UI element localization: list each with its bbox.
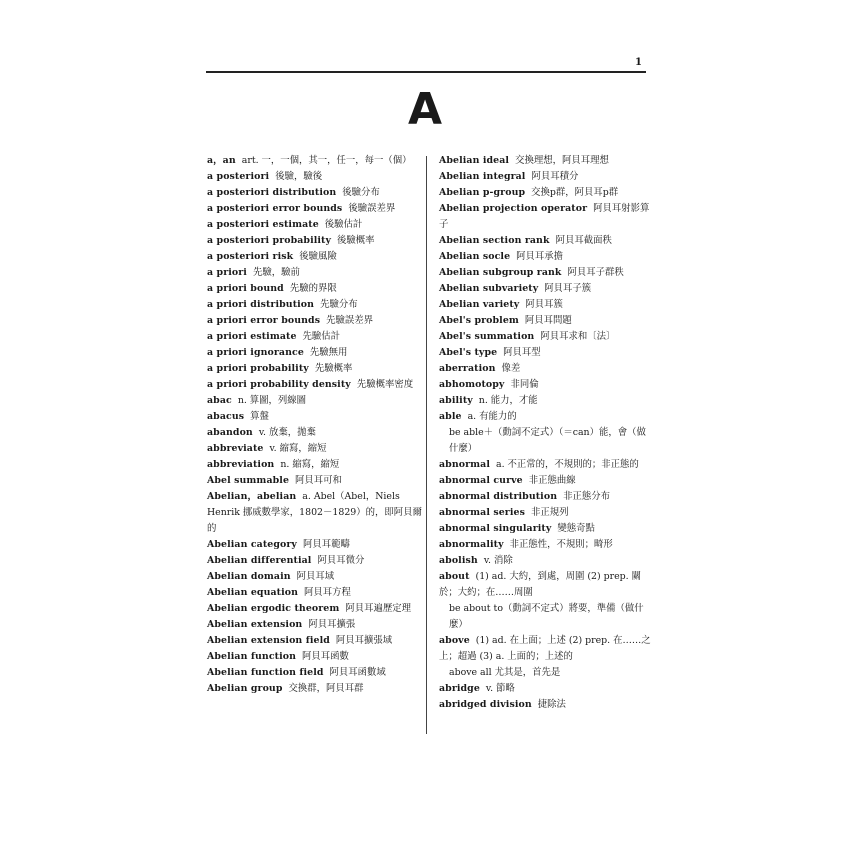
entry-headword: aberration xyxy=(439,363,496,374)
entry-headword: Abelian extension xyxy=(207,619,303,630)
entry-headword: a priori xyxy=(207,267,247,278)
entry-headword: a priori probability xyxy=(207,363,309,374)
entry-definition: 後驗，驗後 xyxy=(275,171,323,182)
entry-headword: abnormal xyxy=(439,459,490,470)
entry-definition: 阿貝耳函數域 xyxy=(329,667,386,678)
entry-definition: 先驗概率密度 xyxy=(356,379,414,390)
entry-definition: above all 尤其是，首先是 xyxy=(449,667,561,678)
entry-headword: a priori probability density xyxy=(207,379,351,390)
dictionary-entry xyxy=(207,169,422,185)
dictionary-entry xyxy=(439,681,654,697)
dictionary-entry xyxy=(439,329,654,345)
entry-headword: a，an xyxy=(207,155,236,166)
entry-definition: 阿貝耳遍歷定理 xyxy=(345,603,412,614)
entry-definition: v. 放棄，拋棄 xyxy=(258,427,316,438)
entry-headword: Abelian ergodic theorem xyxy=(207,603,340,614)
entry-headword: abandon xyxy=(207,427,253,438)
entry-headword: a posteriori estimate xyxy=(207,219,319,230)
entry-headword: abbreviate xyxy=(207,443,264,454)
dictionary-entry xyxy=(207,153,422,169)
entry-headword: Abel summable xyxy=(207,475,290,486)
entry-definition: 阿貝耳域 xyxy=(296,571,335,582)
entry-headword: abnormality xyxy=(439,539,504,550)
entry-headword: Abelian extension field xyxy=(207,635,330,646)
dictionary-entry xyxy=(207,601,422,617)
dictionary-entry xyxy=(439,569,654,601)
dictionary-entry xyxy=(207,313,422,329)
entry-headword: abolish xyxy=(439,555,478,566)
dictionary-entry xyxy=(207,537,422,553)
entry-headword: Abelian subgroup rank xyxy=(439,267,562,278)
dictionary-entry xyxy=(207,665,422,681)
dictionary-entry xyxy=(207,409,422,425)
entry-definition: 捷除法 xyxy=(537,699,566,710)
dictionary-entry xyxy=(439,425,654,457)
entry-headword: abhomotopy xyxy=(439,379,505,390)
entry-definition: 先驗無用 xyxy=(309,347,348,358)
dictionary-entry xyxy=(207,217,422,233)
entry-definition: 阿貝耳問題 xyxy=(524,315,572,326)
dictionary-entry xyxy=(439,697,654,713)
entry-definition: 非正態曲線 xyxy=(528,475,576,486)
dictionary-entry xyxy=(207,569,422,585)
entry-headword: abnormal singularity xyxy=(439,523,552,534)
entry-headword: a posteriori probability xyxy=(207,235,332,246)
page-number: 1 xyxy=(635,57,642,68)
entry-definition: v. 消除 xyxy=(483,555,513,566)
dictionary-entry xyxy=(439,521,654,537)
entry-headword: Abelian equation xyxy=(207,587,299,598)
entry-definition: 後驗估計 xyxy=(324,219,363,230)
entry-definition: 後驗概率 xyxy=(337,235,375,246)
entry-headword: Abelian section rank xyxy=(439,235,550,246)
dictionary-entry xyxy=(207,361,422,377)
entry-headword: Abelian function xyxy=(207,651,297,662)
entry-headword: above xyxy=(439,635,470,646)
dictionary-entry xyxy=(439,537,654,553)
entry-headword: a posteriori error bounds xyxy=(207,203,343,214)
entry-headword: about xyxy=(439,571,470,582)
entry-definition: 非同倫 xyxy=(510,379,539,390)
header-rule xyxy=(206,71,646,73)
dictionary-entry xyxy=(439,249,654,265)
entry-headword: abbreviation xyxy=(207,459,275,470)
entry-headword: Abelian subvariety xyxy=(439,283,539,294)
entry-headword: Abelian category xyxy=(207,539,297,550)
dictionary-entry xyxy=(439,393,654,409)
dictionary-entry xyxy=(207,185,422,201)
entry-definition: 阿貝耳方程 xyxy=(304,587,351,598)
entry-definition: be able＋（動詞不定式）（＝can）能，會（做什麼） xyxy=(449,427,646,454)
dictionary-entry xyxy=(439,409,654,425)
entry-definition: 阿貝耳範疇 xyxy=(302,539,350,550)
entry-headword: Abelian p-group xyxy=(439,187,526,198)
entry-headword: a posteriori xyxy=(207,171,270,182)
dictionary-entry xyxy=(207,249,422,265)
entry-definition: 交換群，阿貝耳群 xyxy=(288,683,364,694)
entry-definition: 阿貝耳承擔 xyxy=(516,251,564,262)
dictionary-entry xyxy=(207,473,422,489)
entry-definition: n. 縮寫，縮短 xyxy=(280,459,340,470)
entry-definition: 阿貝耳截面秩 xyxy=(555,235,612,246)
dictionary-entry xyxy=(439,233,654,249)
entry-definition: (1) ad. 大約，到處，周圍 (2) prep. 關於；大約；在……周圍 xyxy=(439,571,641,598)
dictionary-entry xyxy=(439,601,654,633)
entry-definition: 先驗估計 xyxy=(302,331,341,342)
dictionary-entry xyxy=(207,425,422,441)
entry-headword: Abelian integral xyxy=(439,171,526,182)
dictionary-entry xyxy=(207,377,422,393)
entry-definition: 阿貝耳函數 xyxy=(302,651,349,662)
entry-definition: 阿貝耳射影算子 xyxy=(439,203,650,230)
dictionary-entry xyxy=(439,297,654,313)
dictionary-entry xyxy=(439,185,654,201)
entry-headword: abnormal distribution xyxy=(439,491,558,502)
entry-definition: a. Abel（Abel，Niels Henrik 挪威數學家，1802－1829）的，即阿貝爾的 xyxy=(207,491,422,534)
entry-headword: a posteriori distribution xyxy=(207,187,337,198)
entry-definition: (1) ad. 在上面；上述 (2) prep. 在……之上；超過 (3) a. 上面的；上述的 xyxy=(439,635,651,662)
entry-headword: a priori bound xyxy=(207,283,284,294)
entry-definition: 阿貝耳可和 xyxy=(295,475,342,486)
entry-definition: 交換p群，阿貝耳p群 xyxy=(531,187,619,198)
dictionary-entry xyxy=(439,281,654,297)
entry-definition: 先驗誤差界 xyxy=(326,315,373,326)
dictionary-entry xyxy=(439,153,654,169)
dictionary-entry xyxy=(207,393,422,409)
dictionary-entry xyxy=(439,169,654,185)
dictionary-entry xyxy=(207,329,422,345)
dictionary-right-column xyxy=(439,153,654,713)
dictionary-entry xyxy=(439,457,654,473)
entry-headword: Abelian group xyxy=(207,683,283,694)
entry-headword: ability xyxy=(439,395,473,406)
dictionary-entry xyxy=(207,585,422,601)
dictionary-entry xyxy=(207,265,422,281)
entry-definition: 後驗風險 xyxy=(299,251,337,262)
entry-definition: 後驗誤差界 xyxy=(348,203,396,214)
entry-definition: 阿貝耳求和〔法〕 xyxy=(540,331,616,342)
entry-headword: a posteriori risk xyxy=(207,251,294,262)
entry-headword: Abelian ideal xyxy=(439,155,510,166)
entry-definition: 變態奇點 xyxy=(557,523,595,534)
dictionary-entry xyxy=(207,617,422,633)
entry-definition: a. 有能力的 xyxy=(467,411,517,422)
dictionary-entry xyxy=(439,505,654,521)
entry-headword: Abelian，abelian xyxy=(207,491,297,502)
dictionary-entry xyxy=(439,361,654,377)
entry-definition: 先驗，驗前 xyxy=(252,267,300,278)
entry-definition: 阿貝耳微分 xyxy=(317,555,365,566)
entry-definition: 交換理想，阿貝耳理想 xyxy=(515,155,609,166)
entry-headword: Abelian differential xyxy=(207,555,312,566)
dictionary-entry xyxy=(207,681,422,697)
dictionary-entry xyxy=(439,665,654,681)
entry-headword: Abel's type xyxy=(439,347,498,358)
entry-headword: a priori ignorance xyxy=(207,347,304,358)
dictionary-entry xyxy=(439,473,654,489)
entry-definition: 像差 xyxy=(501,363,521,374)
dictionary-entry xyxy=(207,489,422,537)
entry-headword: Abelian socle xyxy=(439,251,511,262)
entry-headword: abridge xyxy=(439,683,480,694)
dictionary-entry xyxy=(439,633,654,665)
dictionary-entry xyxy=(439,377,654,393)
dictionary-entry xyxy=(207,457,422,473)
entry-definition: be about to（動詞不定式）將要，準備（做什麼） xyxy=(449,603,644,630)
dictionary-entry xyxy=(439,201,654,233)
entry-definition: 非正規列 xyxy=(530,507,569,518)
entry-headword: abnormal curve xyxy=(439,475,523,486)
dictionary-entry xyxy=(207,633,422,649)
dictionary-entry xyxy=(207,553,422,569)
entry-definition: 非正態分布 xyxy=(563,491,611,502)
entry-definition: 阿貝耳簇 xyxy=(525,299,563,310)
dictionary-entry xyxy=(439,345,654,361)
entry-headword: Abelian function field xyxy=(207,667,324,678)
entry-definition: 阿貝耳子群秩 xyxy=(567,267,624,278)
dictionary-left-column xyxy=(207,153,422,697)
entry-headword: abacus xyxy=(207,411,245,422)
entry-headword: Abel's summation xyxy=(439,331,535,342)
entry-definition: 阿貝耳型 xyxy=(503,347,541,358)
entry-headword: abridged division xyxy=(439,699,532,710)
entry-definition: 先驗分布 xyxy=(320,299,358,310)
entry-definition: 算盤 xyxy=(250,411,269,422)
entry-definition: 阿貝耳子簇 xyxy=(544,283,592,294)
dictionary-entry xyxy=(207,281,422,297)
entry-definition: n. 算圖，列線圖 xyxy=(237,395,307,406)
entry-definition: 阿貝耳積分 xyxy=(531,171,579,182)
column-divider xyxy=(426,156,427,734)
entry-definition: 非正態性，不規則；畸形 xyxy=(509,539,613,550)
dictionary-entry xyxy=(207,201,422,217)
dictionary-entry xyxy=(439,313,654,329)
dictionary-entry xyxy=(439,553,654,569)
entry-headword: Abelian domain xyxy=(207,571,291,582)
entry-definition: 先驗概率 xyxy=(314,363,353,374)
entry-definition: a. 不正常的，不規則的；非正態的 xyxy=(496,459,639,470)
entry-headword: Abel's problem xyxy=(439,315,519,326)
entry-headword: able xyxy=(439,411,462,422)
section-letter: A xyxy=(407,84,443,135)
dictionary-entry xyxy=(439,489,654,505)
entry-definition: art. 一，一個，其一，任一，每一（個） xyxy=(241,155,412,166)
entry-definition: v. 縮寫，縮短 xyxy=(269,443,327,454)
entry-definition: v. 節略 xyxy=(485,683,515,694)
entry-definition: 阿貝耳擴張 xyxy=(308,619,356,630)
entry-definition: 先驗的界限 xyxy=(289,283,337,294)
entry-definition: 後驗分布 xyxy=(342,187,380,198)
entry-headword: a priori distribution xyxy=(207,299,315,310)
entry-headword: a priori estimate xyxy=(207,331,297,342)
dictionary-entry xyxy=(207,441,422,457)
dictionary-entry xyxy=(207,297,422,313)
dictionary-entry xyxy=(207,345,422,361)
entry-headword: a priori error bounds xyxy=(207,315,321,326)
entry-definition: 阿貝耳擴張域 xyxy=(335,635,393,646)
entry-headword: abnormal series xyxy=(439,507,525,518)
entry-definition: n. 能力，才能 xyxy=(478,395,538,406)
entry-headword: Abelian variety xyxy=(439,299,520,310)
dictionary-entry xyxy=(439,265,654,281)
entry-headword: abac xyxy=(207,395,232,406)
dictionary-entry xyxy=(207,233,422,249)
entry-headword: Abelian projection operator xyxy=(439,203,588,214)
dictionary-entry xyxy=(207,649,422,665)
